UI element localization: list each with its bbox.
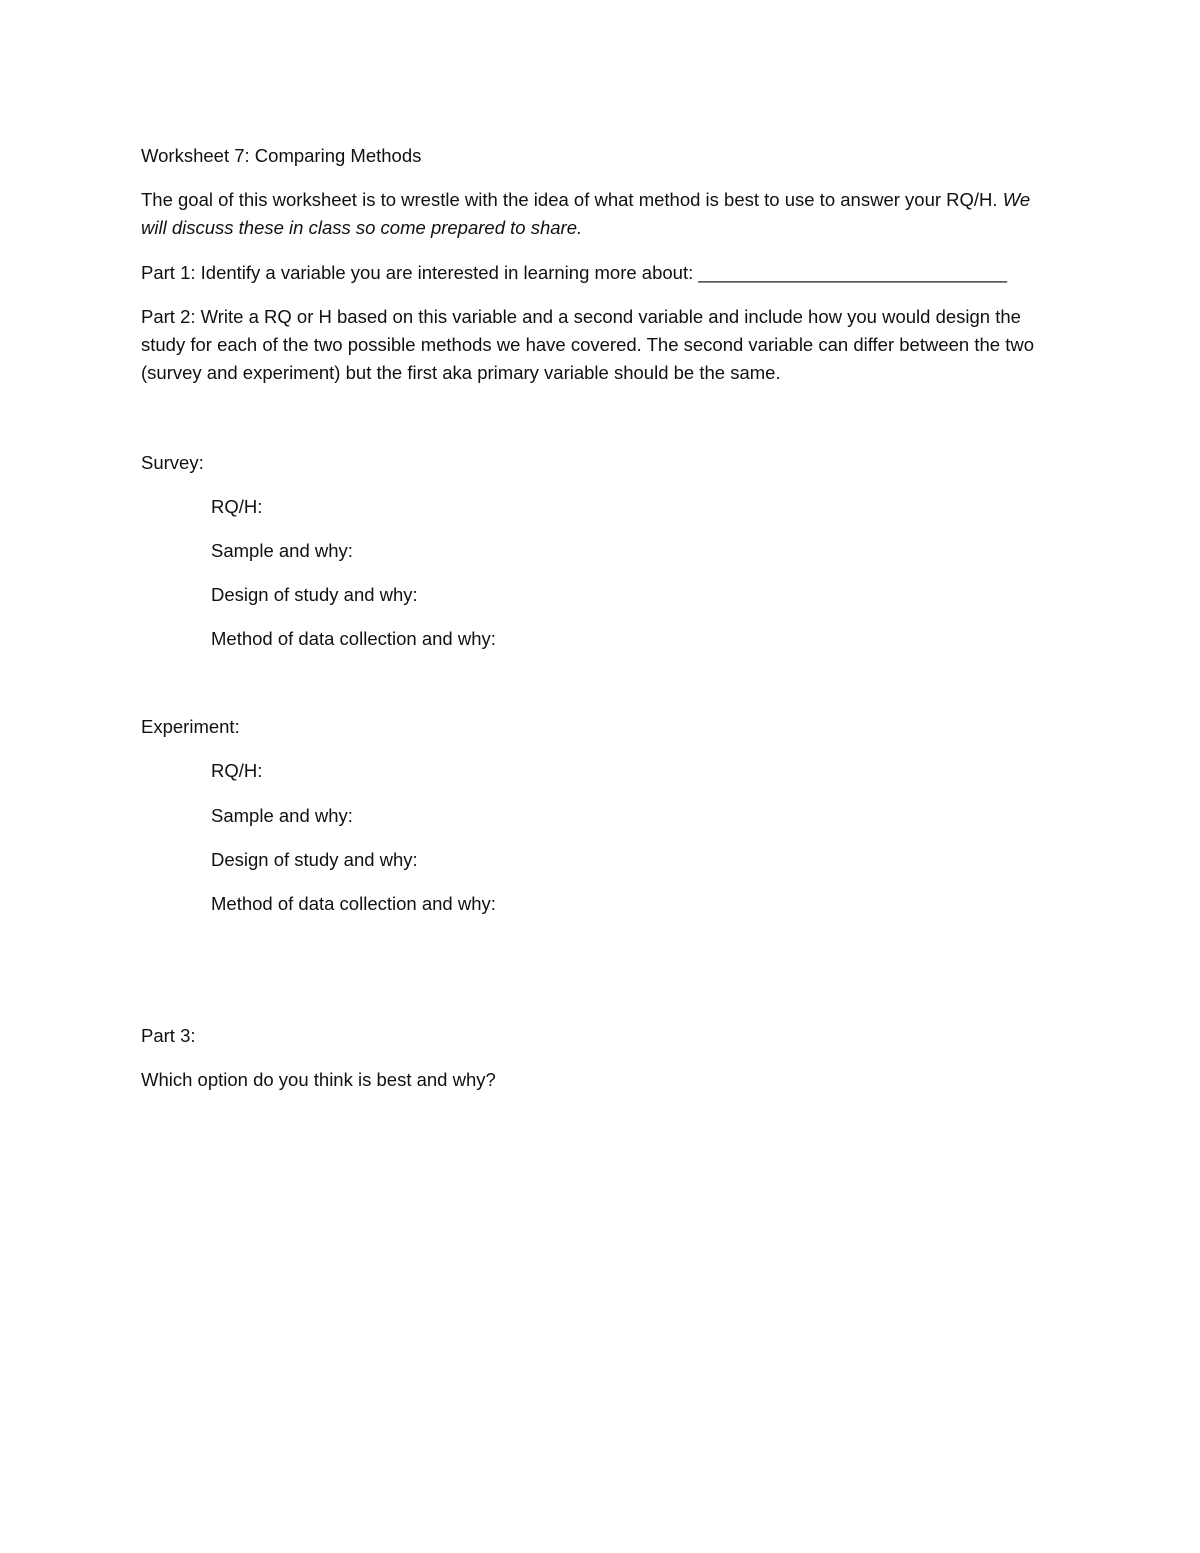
part3-heading: Part 3: [141, 1025, 196, 1046]
experiment-design-label: Design of study and why: [211, 849, 418, 870]
experiment-method-label: Method of data collection and why: [211, 893, 496, 914]
part1-line [141, 262, 1007, 284]
survey-method-label: Method of data collection and why: [211, 628, 496, 649]
intro-italic-note: We will discuss these in class so come prepared to share. [141, 189, 1031, 238]
survey-rqh-label: RQ/H: [211, 496, 263, 517]
experiment-heading: Experiment: [141, 716, 240, 737]
worksheet-title: Worksheet 7: Comparing Methods [141, 145, 422, 166]
part1-answer-blank: ______________________________ [698, 262, 1008, 283]
experiment-rqh-label: RQ/H: [211, 760, 263, 781]
part3-question: Which option do you think is best and why? [141, 1069, 496, 1090]
intro-text: The goal of this worksheet is to wrestle with the idea of what method is best to use to answer your RQ/H. [141, 189, 998, 210]
experiment-sample-label: Sample and why: [211, 805, 353, 826]
survey-design-label: Design of study and why: [211, 584, 418, 605]
survey-sample-label: Sample and why: [211, 540, 353, 561]
intro-paragraph [141, 186, 1051, 242]
part1-text: Part 1: Identify a variable you are interested in learning more about: [141, 262, 694, 283]
part2-paragraph: Part 2: Write a RQ or H based on this variable and a second variable and include how you would design the study for each of the two possible methods we have covered. The second variable can differ between the two (survey and experiment) but the first aka primary variable should be the same. [141, 306, 1034, 383]
survey-heading: Survey: [141, 452, 204, 473]
